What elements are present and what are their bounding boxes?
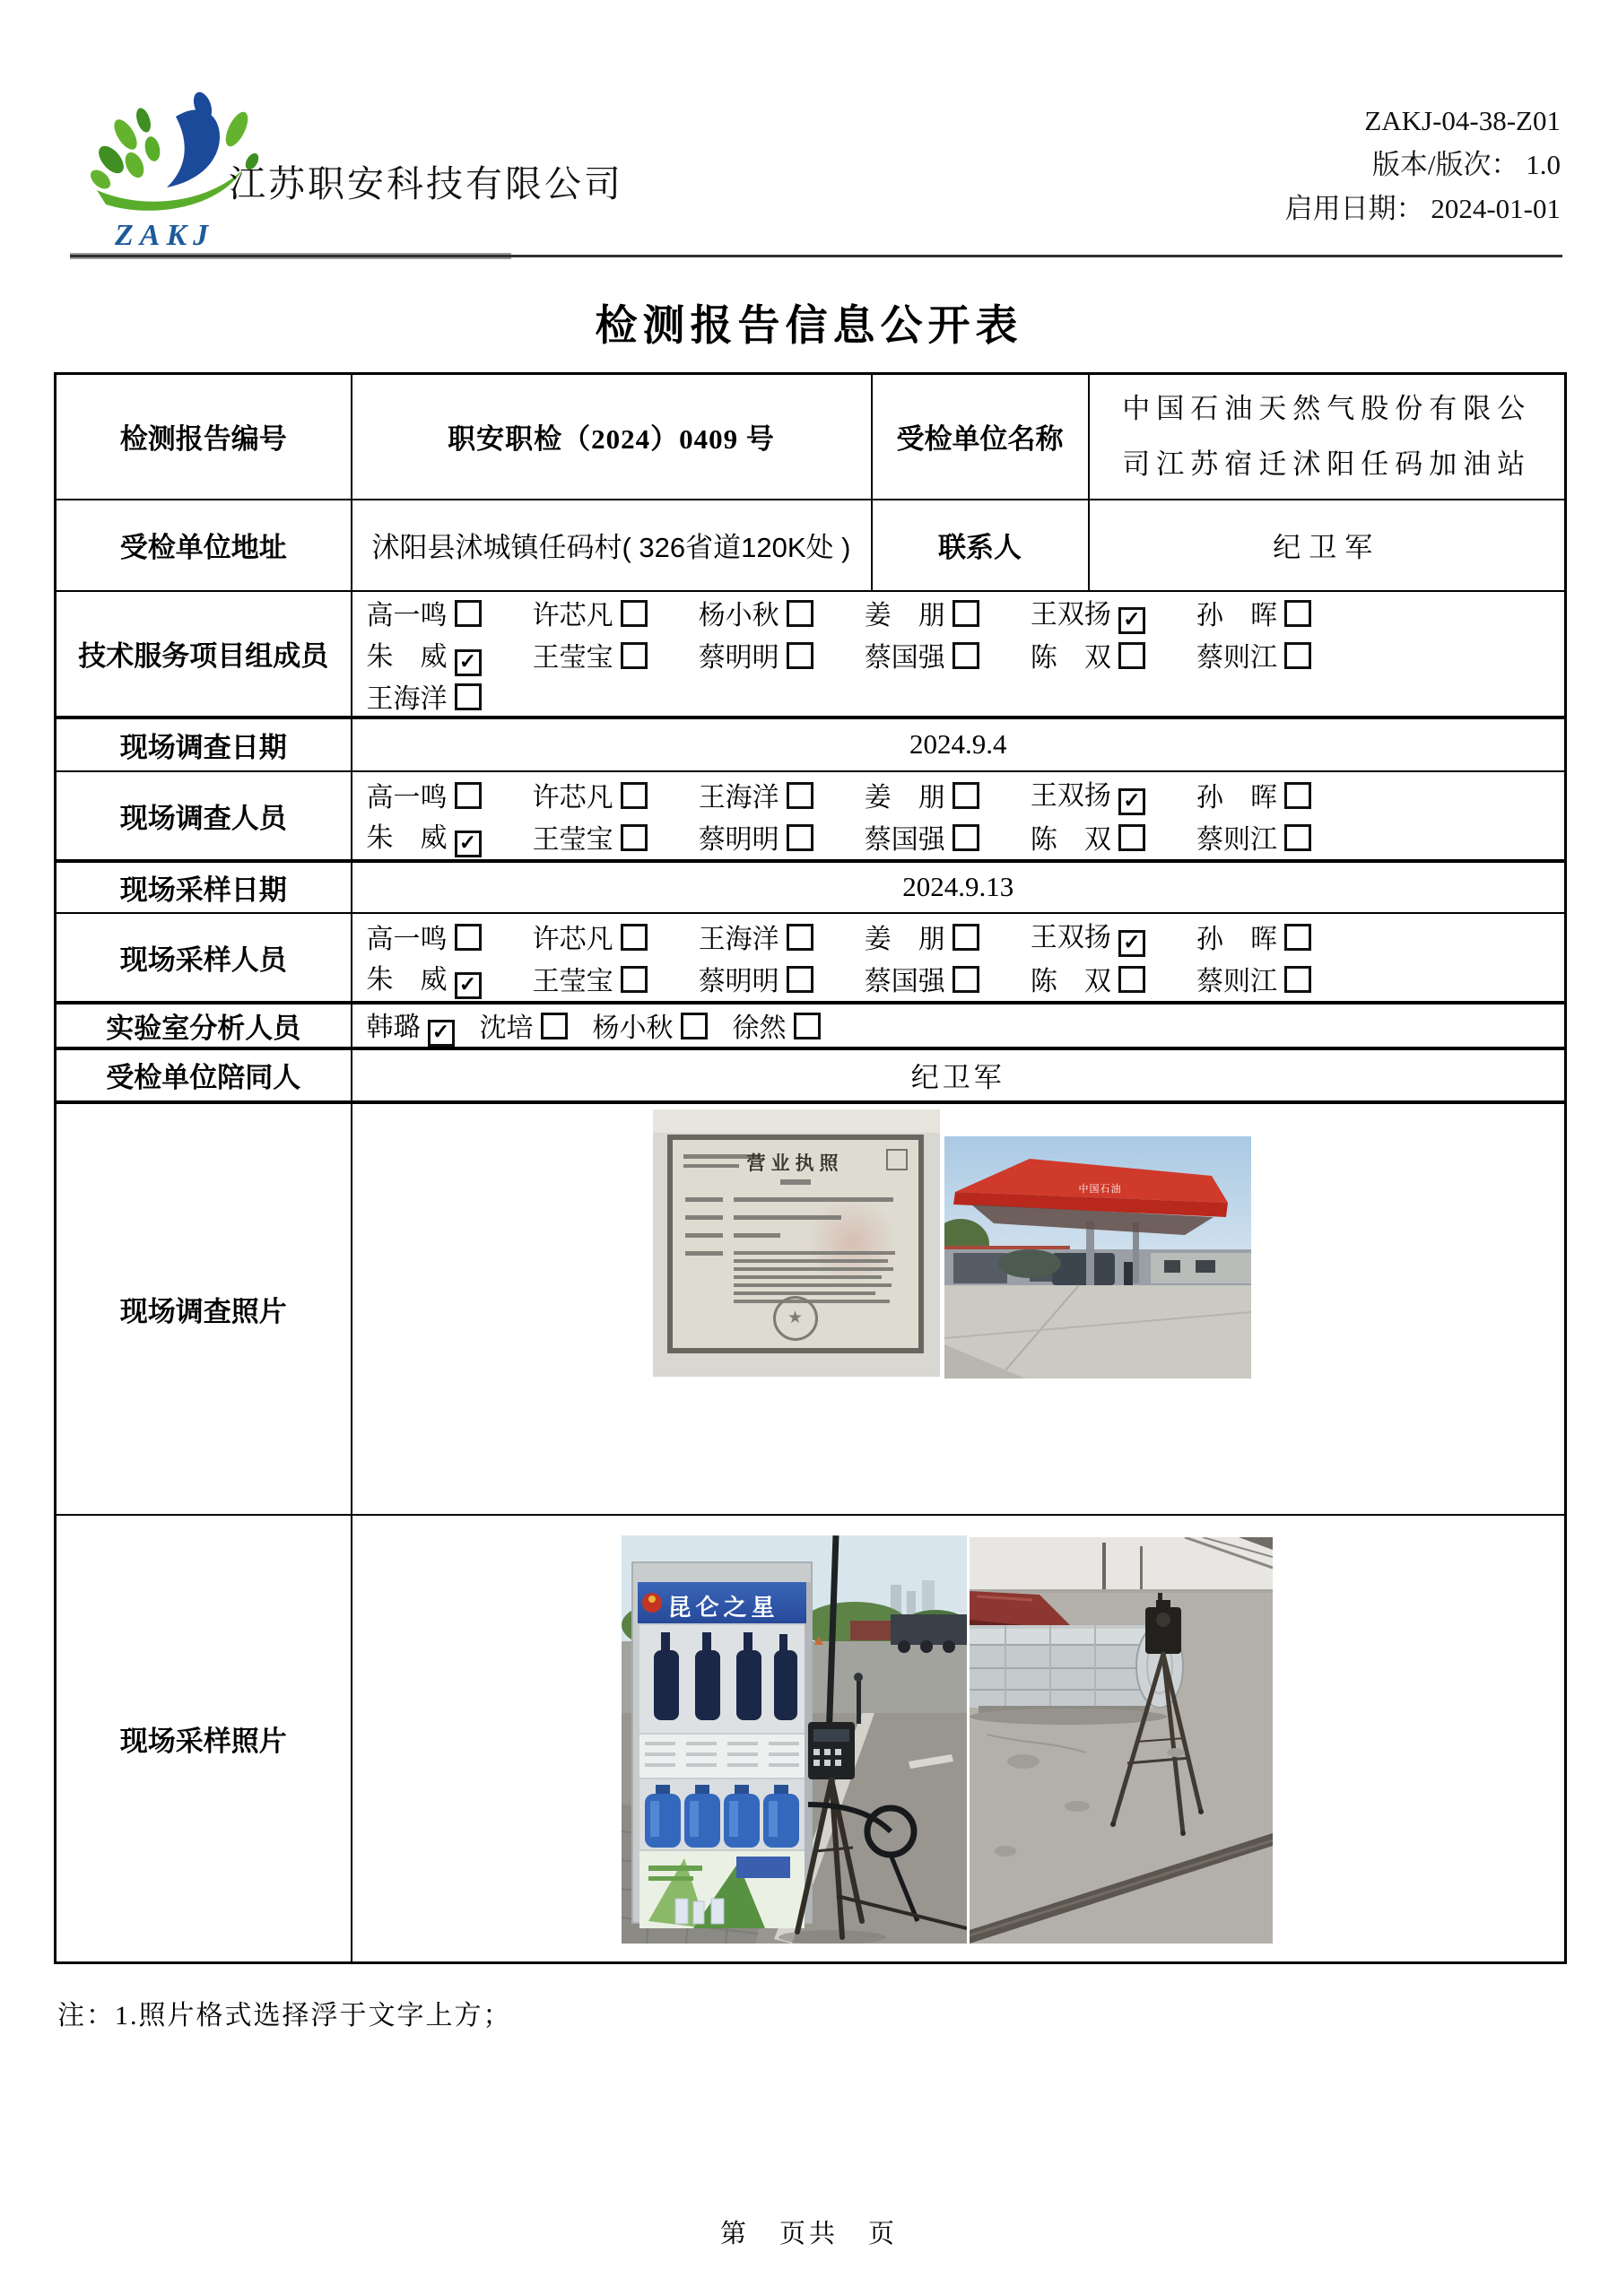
member-line xyxy=(367,634,1312,676)
member-name: 蔡国强 xyxy=(864,824,945,855)
ground-patch xyxy=(1007,1754,1040,1769)
checkbox-unchecked xyxy=(1284,924,1311,951)
truck-wheel xyxy=(898,1640,910,1653)
report-no-value: 职安职检（2024）0409 号 xyxy=(352,374,872,500)
checkbox-unchecked xyxy=(1118,966,1145,993)
member-item xyxy=(1196,817,1311,857)
row-team-members xyxy=(56,591,1566,718)
survey-checkbox-group xyxy=(352,773,1565,857)
document-meta xyxy=(1285,99,1561,230)
checkbox-unchecked xyxy=(953,824,979,851)
license-paper xyxy=(667,1135,924,1353)
member-item xyxy=(1031,817,1145,857)
survey-photo-label: 现场调查照片 xyxy=(56,1102,352,1515)
tripod-foot xyxy=(1198,1809,1204,1814)
truck xyxy=(891,1614,967,1645)
member-name: 蔡明明 xyxy=(698,966,779,996)
member-item xyxy=(699,959,813,998)
member-name: 蔡明明 xyxy=(698,643,779,673)
member-line xyxy=(367,773,1312,815)
checkbox-unchecked xyxy=(787,966,813,993)
checkbox-unchecked xyxy=(953,782,979,809)
survey-date-label: 现场调查日期 xyxy=(56,718,352,771)
unit-name-label: 受检单位名称 xyxy=(872,374,1089,500)
accompany-value: 纪卫军 xyxy=(352,1048,1566,1102)
back-building-dark xyxy=(953,1253,1007,1283)
member-item xyxy=(367,676,482,716)
member-item xyxy=(367,815,482,857)
row-report-no xyxy=(56,374,1566,500)
member-item xyxy=(1196,635,1311,674)
member-name: 高一鸣 xyxy=(366,782,448,813)
member-item xyxy=(865,817,979,857)
member-name: 朱 威 xyxy=(366,641,448,672)
header-rule xyxy=(70,255,1562,257)
member-item xyxy=(865,775,979,814)
unit-name-line2: 司江苏宿迁沭阳任码加油站 xyxy=(1122,448,1532,480)
checkbox-unchecked xyxy=(1284,782,1311,809)
checkbox-unchecked xyxy=(1118,824,1145,851)
row-unit-address xyxy=(56,500,1566,591)
row-sampling-photos xyxy=(56,1515,1566,1963)
member-name: 姜 朋 xyxy=(864,782,945,813)
member-name: 王海洋 xyxy=(698,782,779,813)
member-name: 蔡则江 xyxy=(1196,966,1277,996)
license-text-line xyxy=(734,1292,875,1295)
member-name: 沈培 xyxy=(479,1013,534,1043)
photo-business-license xyxy=(653,1109,940,1377)
checkbox-unchecked xyxy=(1284,966,1311,993)
member-item xyxy=(699,593,813,632)
member-name: 王莹宝 xyxy=(532,966,613,996)
member-item xyxy=(533,635,648,674)
checkbox-unchecked xyxy=(953,924,979,951)
member-line xyxy=(367,592,1312,634)
checkbox-unchecked xyxy=(455,924,482,951)
truck-bed xyxy=(850,1621,891,1640)
member-name: 王双扬 xyxy=(1030,923,1111,952)
license-seal-tint xyxy=(807,1197,897,1287)
member-line xyxy=(367,915,1312,957)
contact-label: 联系人 xyxy=(872,500,1089,591)
poster-bottles xyxy=(675,1899,724,1924)
checkbox-unchecked xyxy=(621,924,648,951)
row-survey-date xyxy=(56,718,1566,771)
sampling-photo-label: 现场采样照片 xyxy=(56,1515,352,1963)
member-item xyxy=(367,593,482,632)
member-item xyxy=(699,817,813,857)
checkbox-checked: ✓ xyxy=(1118,607,1145,634)
survey-staff-cell xyxy=(352,771,1566,861)
member-item xyxy=(1196,959,1311,998)
member-item xyxy=(533,775,648,814)
lab-label: 实验室分析人员 xyxy=(56,1003,352,1048)
member-line xyxy=(367,1004,1547,1047)
truck-silhouette xyxy=(1052,1253,1115,1285)
page-title: 检测报告信息公开表 xyxy=(595,303,1023,350)
checkbox-unchecked xyxy=(455,683,482,710)
member-item xyxy=(865,959,979,998)
member-name: 王海洋 xyxy=(366,683,448,714)
checkbox-unchecked xyxy=(787,924,813,951)
pump-silhouette xyxy=(1124,1262,1133,1285)
member-item xyxy=(533,817,648,857)
checkbox-unchecked xyxy=(787,642,813,669)
member-item xyxy=(1196,593,1311,632)
poster-text-bar xyxy=(648,1876,693,1881)
logo-zakj-text: ZAKJ xyxy=(115,219,215,252)
row-sampling-date xyxy=(56,861,1566,913)
license-field-bar xyxy=(685,1233,723,1238)
member-item xyxy=(733,1005,821,1045)
truck-wheel xyxy=(943,1640,955,1653)
checkbox-unchecked xyxy=(794,1013,821,1039)
checkbox-checked: ✓ xyxy=(1118,930,1145,957)
window xyxy=(1164,1260,1180,1273)
row-lab-staff xyxy=(56,1003,1566,1048)
truck-wheel xyxy=(920,1640,933,1653)
license-seal-star: ★ xyxy=(773,1296,818,1341)
sampling-photos-cell xyxy=(352,1515,1566,1963)
photo-sampling-tank xyxy=(970,1537,1273,1944)
pole xyxy=(1140,1546,1143,1589)
license-field-bar xyxy=(734,1215,841,1220)
member-item xyxy=(533,917,648,956)
member-name: 陈 双 xyxy=(1030,643,1111,673)
member-name: 王海洋 xyxy=(698,924,779,954)
sampling-checkbox-group xyxy=(352,915,1565,999)
member-item xyxy=(699,635,813,674)
ground-patch xyxy=(1167,1748,1185,1757)
member-name: 杨小秋 xyxy=(698,601,779,631)
checkbox-unchecked xyxy=(621,600,648,627)
member-item xyxy=(865,917,979,956)
sampling-staff-label: 现场采样人员 xyxy=(56,913,352,1003)
member-item xyxy=(699,917,813,956)
member-name: 孙 晖 xyxy=(1196,601,1277,631)
member-item xyxy=(1031,773,1145,815)
accompany-label: 受检单位陪同人 xyxy=(56,1048,352,1102)
doc-start-date: 启用日期： 2024-01-01 xyxy=(1284,193,1561,224)
survey-staff-label: 现场调查人员 xyxy=(56,771,352,861)
survey-date-value: 2024.9.4 xyxy=(352,718,1566,771)
member-name: 陈 双 xyxy=(1030,824,1111,855)
member-item xyxy=(1031,915,1145,957)
sampling-staff-cell xyxy=(352,913,1566,1003)
license-text-line xyxy=(734,1251,895,1255)
team-label: 技术服务项目组成员 xyxy=(56,591,352,718)
member-name: 韩璐 xyxy=(366,1012,421,1042)
member-line xyxy=(367,676,1312,716)
doc-code: ZAKJ-04-38-Z01 xyxy=(1364,105,1561,136)
member-item xyxy=(593,1005,708,1045)
checkbox-unchecked xyxy=(681,1013,708,1039)
license-field-bar xyxy=(685,1215,723,1220)
tank-highlight xyxy=(970,1629,1160,1645)
checkbox-unchecked xyxy=(621,966,648,993)
member-line xyxy=(367,957,1312,999)
sampling-tube xyxy=(857,1679,861,1724)
window xyxy=(1196,1260,1215,1273)
unit-name-line1: 中国石油天然气股份有限公 xyxy=(1122,392,1532,424)
member-name: 姜 朋 xyxy=(864,601,945,631)
member-name: 徐然 xyxy=(732,1013,787,1043)
member-item xyxy=(1031,635,1145,674)
photo-sampling-dispenser xyxy=(622,1535,967,1944)
canopy-column xyxy=(1086,1222,1094,1289)
license-text-line xyxy=(734,1259,888,1263)
license-subtitle-bar xyxy=(780,1179,811,1185)
tank-scene xyxy=(970,1537,1273,1944)
member-name: 蔡明明 xyxy=(698,824,779,855)
member-name: 许芯凡 xyxy=(532,782,613,813)
member-name: 王双扬 xyxy=(1030,599,1111,630)
member-item xyxy=(699,775,813,814)
member-name: 陈 双 xyxy=(1030,966,1111,996)
row-survey-staff xyxy=(56,771,1566,861)
survey-photos-cell xyxy=(352,1102,1566,1515)
member-name: 王莹宝 xyxy=(532,643,613,673)
license-field-bar xyxy=(734,1197,893,1202)
checkbox-unchecked xyxy=(953,600,979,627)
license-field-bar xyxy=(734,1233,780,1238)
member-item xyxy=(1031,959,1145,998)
member-name: 王莹宝 xyxy=(532,824,613,855)
member-item xyxy=(1196,917,1311,956)
cabinet-header-text: 昆仑之星 xyxy=(667,1593,779,1621)
company-name: 江苏职安科技有限公司 xyxy=(229,163,623,204)
member-name: 蔡国强 xyxy=(864,966,945,996)
poster-text-bar xyxy=(648,1866,702,1871)
member-item xyxy=(367,917,482,956)
wall-edge xyxy=(970,1589,1273,1593)
member-name: 朱 威 xyxy=(366,965,448,995)
checkbox-unchecked xyxy=(787,782,813,809)
info-table xyxy=(54,372,1567,1964)
row-survey-photos xyxy=(56,1102,1566,1515)
member-name: 高一鸣 xyxy=(366,924,448,954)
checkbox-unchecked xyxy=(953,966,979,993)
poster-label xyxy=(736,1857,790,1878)
checkbox-unchecked xyxy=(953,642,979,669)
checkbox-checked: ✓ xyxy=(1118,788,1145,815)
report-no-label: 检测报告编号 xyxy=(56,374,352,500)
team-members-cell xyxy=(352,591,1566,718)
checkbox-checked: ✓ xyxy=(455,649,482,676)
unit-name-value xyxy=(1089,374,1566,500)
member-name: 姜 朋 xyxy=(864,924,945,954)
lab-staff-cell xyxy=(352,1003,1566,1048)
checkbox-checked: ✓ xyxy=(428,1020,455,1047)
team-checkbox-group xyxy=(352,592,1565,716)
member-name: 蔡则江 xyxy=(1196,643,1277,673)
license-text-line xyxy=(734,1275,882,1279)
member-item xyxy=(367,957,482,999)
sampler-screen xyxy=(813,1729,849,1742)
member-name: 许芯凡 xyxy=(532,924,613,954)
member-item xyxy=(865,635,979,674)
member-item xyxy=(1196,775,1311,814)
member-line xyxy=(367,815,1312,857)
logo-blue-swoosh xyxy=(167,90,220,187)
member-name: 许芯凡 xyxy=(532,601,613,631)
member-name: 孙 晖 xyxy=(1196,782,1277,813)
unit-addr-label: 受检单位地址 xyxy=(56,500,352,591)
license-title: 营业执照 xyxy=(746,1152,844,1174)
license-field-bar xyxy=(685,1251,723,1256)
checkbox-unchecked xyxy=(1284,642,1311,669)
checkbox-unchecked xyxy=(787,600,813,627)
member-item xyxy=(533,959,648,998)
member-name: 蔡则江 xyxy=(1196,824,1277,855)
checkbox-unchecked xyxy=(541,1013,568,1039)
checkbox-unchecked xyxy=(621,642,648,669)
row-accompany xyxy=(56,1048,1566,1102)
page-number: 第 页共 页 xyxy=(719,2220,898,2248)
gas-station-scene xyxy=(944,1136,1251,1378)
tripod-foot xyxy=(1110,1822,1116,1827)
member-item xyxy=(1031,592,1145,634)
member-name: 高一鸣 xyxy=(366,601,448,631)
tube-head xyxy=(854,1673,863,1682)
ground-patch xyxy=(995,1846,1016,1857)
member-name: 孙 晖 xyxy=(1196,924,1277,954)
ground-patch xyxy=(1065,1801,1090,1812)
checkbox-unchecked xyxy=(621,782,648,809)
license-field-bar xyxy=(685,1197,723,1202)
member-item xyxy=(367,1004,455,1047)
license-text-line xyxy=(734,1267,893,1271)
member-name: 蔡国强 xyxy=(864,643,945,673)
pole xyxy=(1102,1543,1106,1589)
unit-addr-value: 沭阳县沭城镇任码村( 326省道120K处 ) xyxy=(352,500,872,591)
checkbox-unchecked xyxy=(787,824,813,851)
member-name: 朱 威 xyxy=(366,823,448,853)
member-item xyxy=(480,1005,568,1045)
lab-checkbox-group xyxy=(352,1004,1565,1047)
contact-value: 纪卫军 xyxy=(1089,500,1566,591)
footnote: 注：1.照片格式选择浮于文字上方； xyxy=(57,2001,512,2031)
license-text-line xyxy=(734,1283,892,1287)
sampling-date-value: 2024.9.13 xyxy=(352,861,1566,913)
sampling-date-label: 现场采样日期 xyxy=(56,861,352,913)
checkbox-unchecked xyxy=(1284,824,1311,851)
brand-logo-sun xyxy=(648,1596,656,1603)
member-item xyxy=(865,593,979,632)
photo-gas-station xyxy=(944,1136,1251,1378)
tank-ground-shadow xyxy=(970,1709,1167,1725)
tanker-silhouette xyxy=(998,1249,1061,1278)
row-sampling-staff xyxy=(56,913,1566,1003)
tripod-foot xyxy=(1180,1831,1186,1836)
device-dial xyxy=(1156,1613,1170,1627)
member-item xyxy=(367,775,482,814)
doc-version: 版本/版次： 1.0 xyxy=(1371,149,1561,180)
checkbox-checked: ✓ xyxy=(455,972,482,999)
checkbox-unchecked xyxy=(621,824,648,851)
member-name: 王双扬 xyxy=(1030,781,1111,811)
member-item xyxy=(533,593,648,632)
member-name: 杨小秋 xyxy=(592,1013,674,1043)
member-item xyxy=(367,634,482,676)
checkbox-unchecked xyxy=(455,782,482,809)
checkbox-checked: ✓ xyxy=(455,831,482,857)
checkbox-unchecked xyxy=(1118,642,1145,669)
canopy-brand-text: 中国石油 xyxy=(1078,1183,1122,1195)
license-photo-background xyxy=(653,1109,940,1133)
checkbox-unchecked xyxy=(455,600,482,627)
checkbox-unchecked xyxy=(1284,600,1311,627)
